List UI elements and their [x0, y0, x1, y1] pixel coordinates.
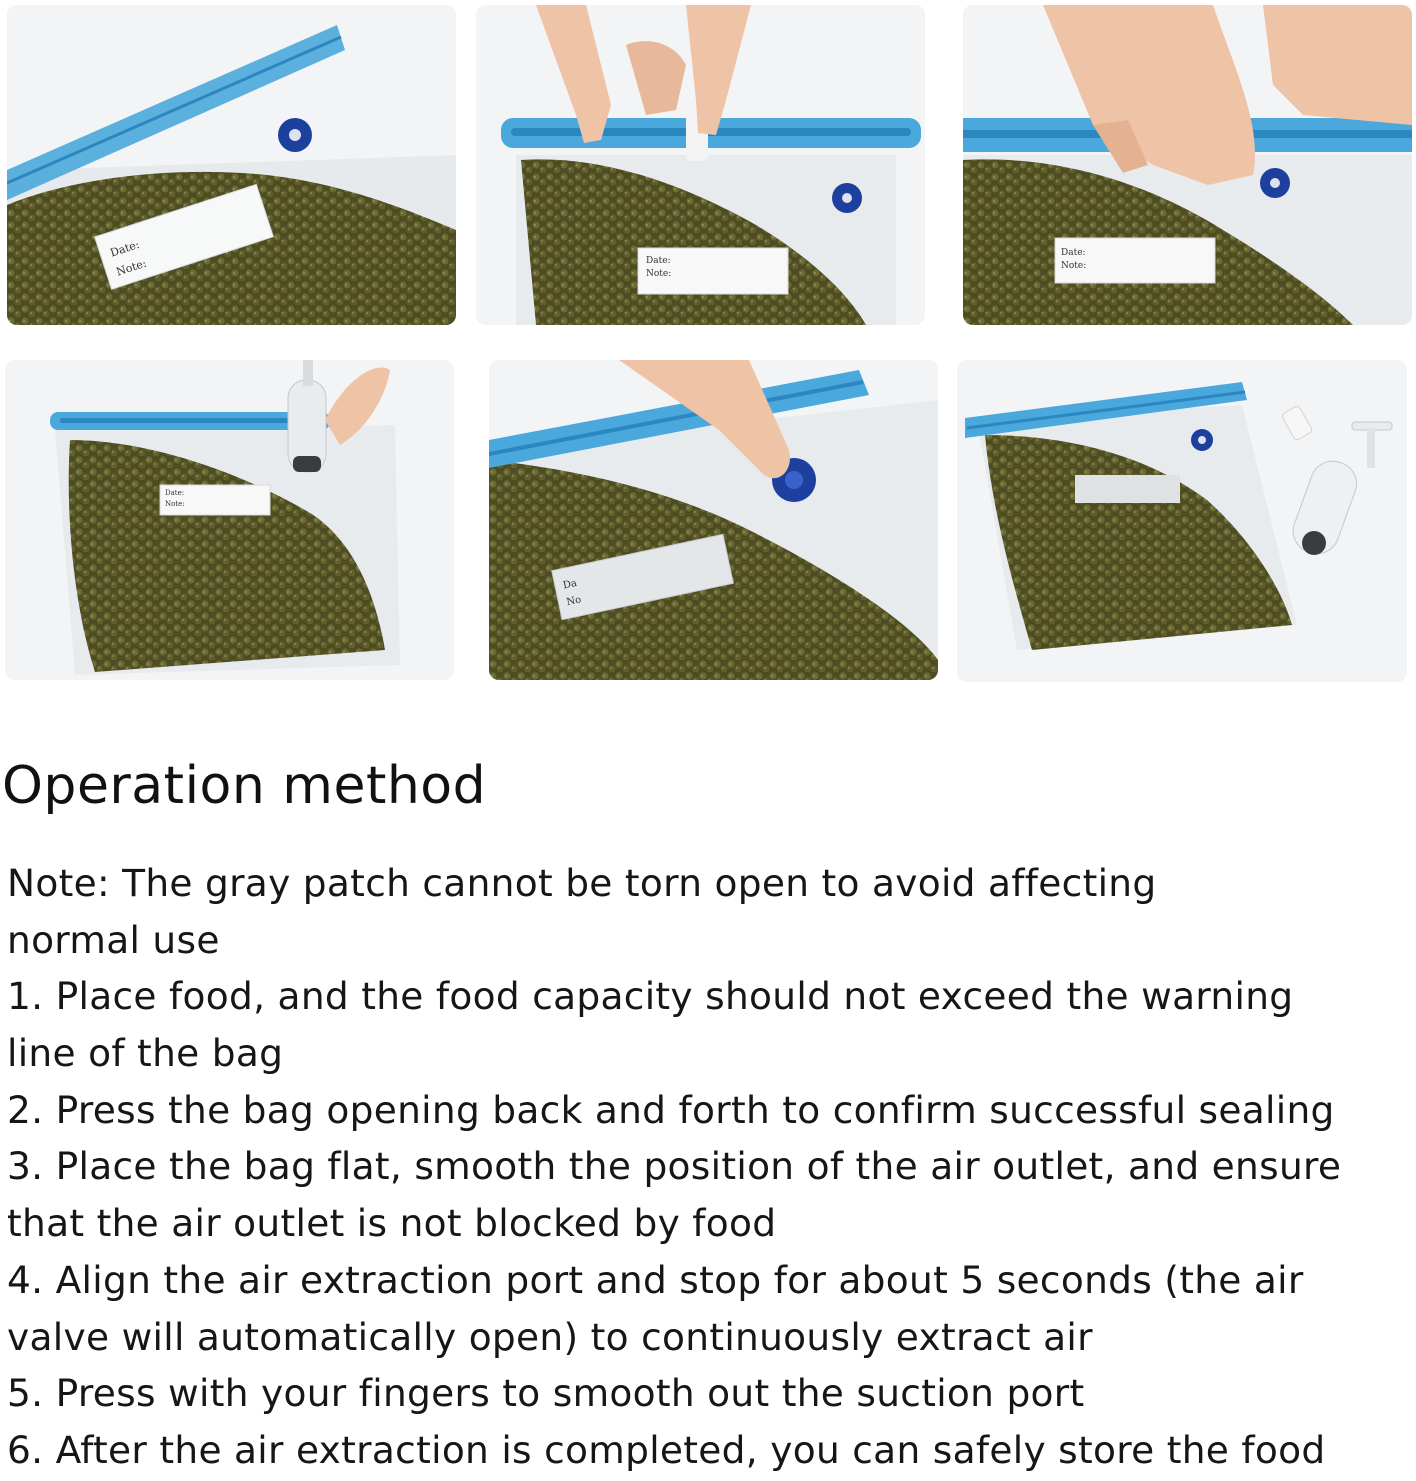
note-line: Note: The gray patch cannot be torn open to avoid affecting — [7, 861, 1157, 905]
air-valve-icon — [1191, 429, 1213, 451]
bag-illustration-5 — [489, 360, 938, 680]
note-label — [1055, 238, 1215, 283]
air-valve-icon — [832, 183, 862, 213]
svg-text:Date:: Date: — [1061, 248, 1086, 258]
note-label — [638, 248, 788, 294]
step-1-line-continued: line of the bag — [7, 1031, 284, 1076]
step-5-line: 5. Press with your fingers to smooth out the suction port — [7, 1371, 1085, 1416]
svg-text:Note:: Note: — [1061, 261, 1087, 271]
step-photo-5 — [489, 360, 938, 680]
svg-text:Date:: Date: — [108, 237, 142, 260]
bag-illustration-4 — [5, 360, 454, 680]
section-heading: Operation method — [2, 756, 487, 816]
note-line-continued: normal use — [7, 917, 220, 962]
step-3-line-continued: that the air outlet is not blocked by food — [7, 1201, 777, 1246]
step-6-line: 6. After the air extraction is completed, you can safely store the food — [7, 1427, 1326, 1472]
step-4-line: 4. Align the air extraction port and stop for about 5 seconds (the air — [7, 1257, 1304, 1302]
step-2-line: 2. Press the bag opening back and forth to confirm successful sealing — [7, 1087, 1335, 1132]
note-label — [160, 485, 270, 515]
svg-text:Date:: Date: — [646, 256, 671, 266]
air-valve-icon — [1260, 168, 1290, 198]
svg-text:Note:: Note: — [646, 269, 672, 279]
svg-text:Note:: Note: — [114, 256, 149, 279]
svg-text:Date:: Date: — [165, 489, 185, 497]
air-valve-icon — [278, 118, 312, 152]
bag-illustration-6 — [957, 360, 1407, 682]
bag-illustration-3 — [963, 5, 1412, 325]
photo-grid — [0, 0, 1416, 700]
bag-illustration-1 — [7, 5, 456, 325]
step-photo-3 — [963, 5, 1412, 325]
step-1-line: 1. Place food, and the food capacity should not exceed the warning — [7, 974, 1294, 1019]
step-photo-2 — [476, 5, 925, 325]
svg-text:Note:: Note: — [165, 500, 185, 508]
step-photo-4 — [5, 360, 454, 680]
svg-text:No: No — [565, 594, 583, 609]
note-label — [1075, 475, 1180, 503]
svg-text:Da: Da — [562, 577, 579, 592]
step-3-line: 3. Place the bag flat, smooth the position of the air outlet, and ensure — [7, 1144, 1342, 1189]
step-4-line-continued: valve will automatically open) to continuously extract air — [7, 1314, 1093, 1359]
step-photo-6 — [957, 360, 1407, 682]
step-photo-1 — [7, 5, 456, 325]
bag-illustration-2 — [476, 5, 925, 325]
instructions-text — [7, 855, 1412, 1479]
